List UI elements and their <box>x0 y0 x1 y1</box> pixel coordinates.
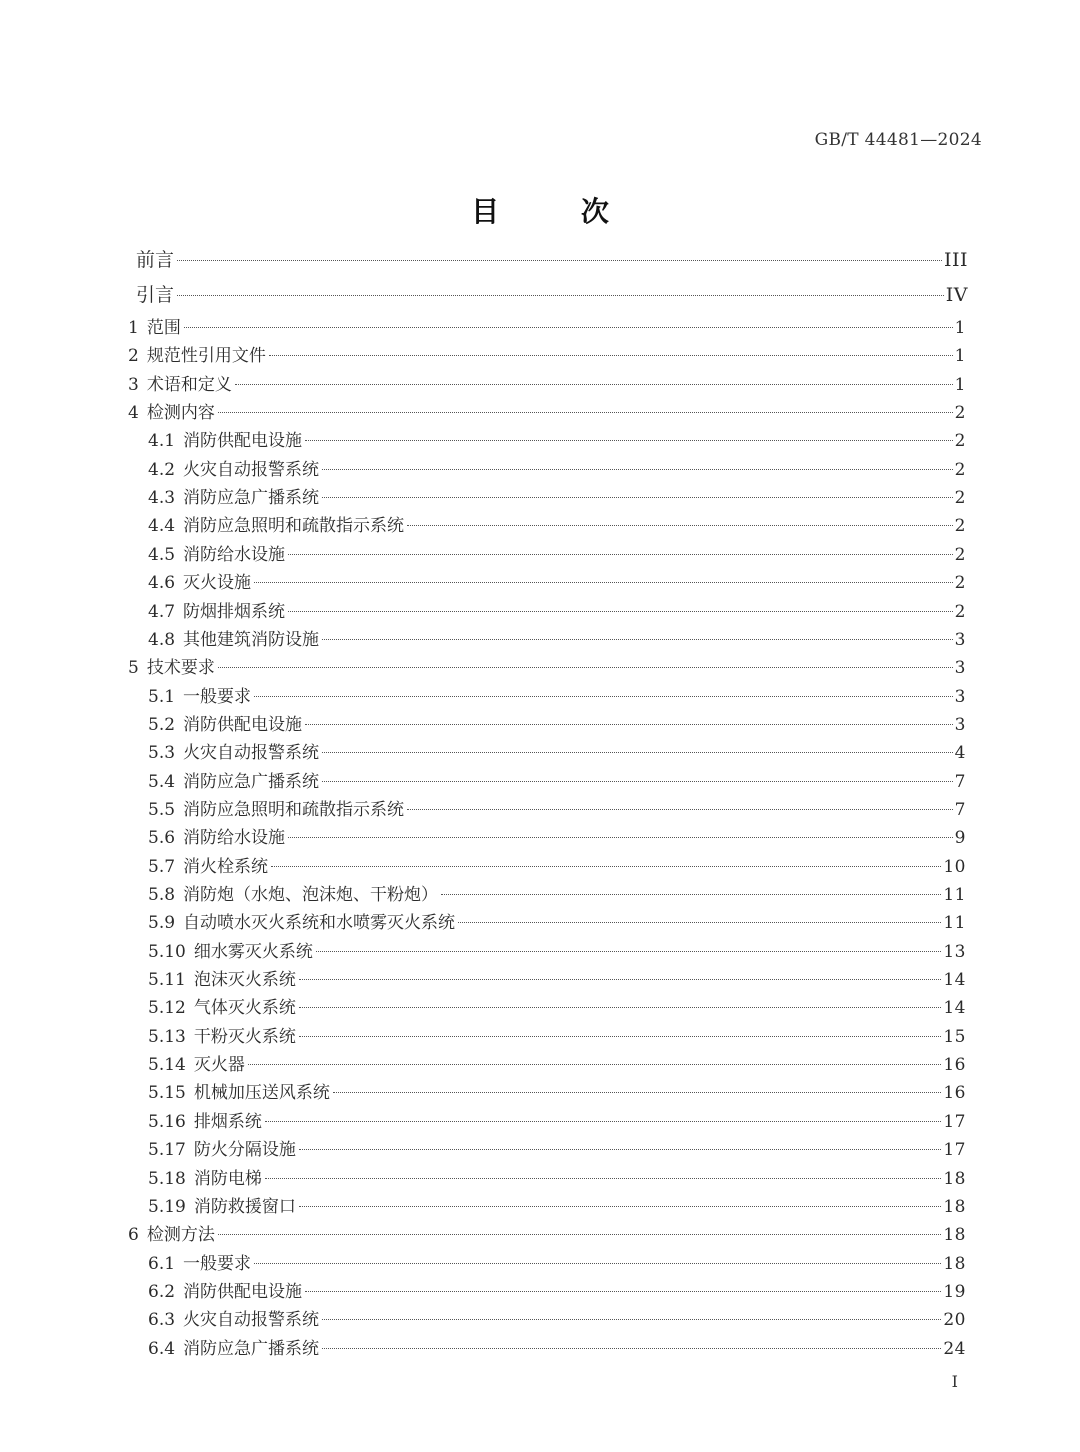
toc-entry[interactable] <box>148 1306 966 1334</box>
toc-entry[interactable] <box>148 1278 966 1306</box>
toc-entry-label <box>128 399 216 427</box>
toc-entry[interactable] <box>148 1250 966 1278</box>
toc-entry-page: 16 <box>943 1083 966 1104</box>
toc-entry-number: 5.8 <box>148 885 176 905</box>
toc-entry-label <box>136 244 175 276</box>
toc-entry-page: 18 <box>943 1196 966 1217</box>
toc-entry[interactable] <box>148 1079 966 1107</box>
dot-leader <box>177 295 944 296</box>
toc-entry-label <box>148 768 320 796</box>
toc-entry-number: 5.14 <box>148 1055 186 1076</box>
toc-entry-number: 5.16 <box>148 1111 186 1132</box>
toc-entry-title: 防火分隔设施 <box>193 1140 296 1161</box>
toc-entry-number: 5.6 <box>148 828 176 849</box>
toc-entry-number: 5.15 <box>148 1083 186 1104</box>
dot-leader <box>305 440 953 441</box>
toc-entry-page: 11 <box>943 885 966 905</box>
toc-entry-title: 消防供配电设施 <box>183 1281 303 1302</box>
toc-entry-title: 消火栓系统 <box>183 856 269 877</box>
toc-entry-page: 17 <box>943 1140 966 1161</box>
dot-leader <box>254 582 953 583</box>
toc-entry-label <box>148 938 314 966</box>
toc-entry-label <box>128 1221 216 1249</box>
dot-leader <box>407 809 953 810</box>
dot-leader <box>305 1291 941 1292</box>
toc-entry-label <box>148 1079 331 1107</box>
toc-entry-page: 1 <box>954 346 966 367</box>
toc-entry[interactable] <box>148 1165 966 1193</box>
toc-entry-label <box>148 1278 303 1306</box>
toc-entry[interactable] <box>128 342 966 370</box>
toc-entry[interactable] <box>148 909 966 937</box>
toc-entry[interactable] <box>148 484 966 512</box>
toc-entry[interactable] <box>136 279 968 311</box>
toc-entry[interactable] <box>148 456 966 484</box>
toc-entry-page: 4 <box>954 743 966 764</box>
toc-entry-label <box>148 484 320 512</box>
toc-entry-page: 3 <box>954 714 966 735</box>
toc-entry[interactable] <box>148 1335 966 1363</box>
toc-entry-page: 2 <box>954 544 966 565</box>
toc-entry[interactable] <box>128 371 966 399</box>
toc-entry-number: 5.19 <box>148 1196 186 1217</box>
toc-entry[interactable] <box>148 796 966 824</box>
dot-leader <box>322 1348 941 1349</box>
toc-entry-number: 5.10 <box>148 941 186 962</box>
toc-entry-label <box>128 371 233 399</box>
toc-entry-number: 5.2 <box>148 714 176 735</box>
toc-entry-number: 4.5 <box>148 544 176 565</box>
toc-entry-page: 14 <box>943 998 966 1019</box>
toc-entry-page: IV <box>945 284 968 306</box>
toc-entry[interactable] <box>148 1023 966 1051</box>
toc-entry-title: 检测方法 <box>146 1225 215 1246</box>
toc-entry-title: 一般要求 <box>183 1253 252 1274</box>
toc-entry-label <box>136 279 175 311</box>
toc-entry[interactable] <box>148 994 966 1022</box>
toc-entry-label <box>148 739 320 767</box>
toc-entry-number: 4.1 <box>148 431 176 452</box>
dot-leader <box>271 866 941 867</box>
toc-entry-label <box>148 1108 263 1136</box>
toc-entry-label <box>148 966 297 994</box>
toc-entry[interactable] <box>148 541 966 569</box>
dot-leader <box>288 554 953 555</box>
toc-entry-page: 17 <box>943 1111 966 1132</box>
toc-entry-number: 5 <box>128 658 139 679</box>
toc-entry-number: 4.7 <box>148 601 176 622</box>
dot-leader <box>254 1263 941 1264</box>
toc-entry-number: 3 <box>128 374 139 395</box>
toc-entry-label <box>148 824 286 852</box>
toc-entry-number: 5.11 <box>148 970 186 991</box>
toc-entry-page: 10 <box>943 856 966 877</box>
dot-leader <box>218 667 953 668</box>
toc-entry[interactable] <box>128 1221 966 1249</box>
toc-entry-label <box>148 541 286 569</box>
dot-leader <box>458 922 941 923</box>
dot-leader <box>322 639 953 640</box>
toc-entry-number: 5.4 <box>148 771 176 792</box>
toc-entry-number: 5.17 <box>148 1140 186 1161</box>
toc-entry-label <box>148 1136 297 1164</box>
toc-entry-page: 7 <box>954 799 966 820</box>
dot-leader <box>265 1121 942 1122</box>
toc-entry-label <box>148 1051 246 1079</box>
dot-leader <box>248 1064 942 1065</box>
toc-entry[interactable] <box>148 881 966 909</box>
toc-entry-title: 术语和定义 <box>146 374 232 395</box>
dot-leader <box>288 837 953 838</box>
toc-entry-page: 2 <box>954 601 966 622</box>
toc-entry-number: 4 <box>128 403 139 424</box>
toc-entry-page: 2 <box>954 459 966 480</box>
toc-entry-page: 11 <box>943 913 966 934</box>
toc-entry-number: 1 <box>128 318 139 338</box>
dot-leader <box>235 384 953 385</box>
toc-entry-label <box>148 711 303 739</box>
toc-entry-label <box>128 342 267 370</box>
toc-entry-title: 消防供配电设施 <box>183 431 303 452</box>
toc-entry-number: 5.1 <box>148 686 176 707</box>
dot-leader <box>441 894 941 895</box>
dot-leader <box>265 1178 942 1179</box>
standard-code: GB/T 44481—2024 <box>814 130 982 150</box>
toc-entry-title: 规范性引用文件 <box>146 346 266 367</box>
toc-entry-title: 前言 <box>136 249 175 271</box>
toc-entry-label <box>148 853 269 881</box>
toc-entry-label <box>148 456 320 484</box>
toc-entry[interactable] <box>148 683 966 711</box>
toc-entry-label <box>148 1250 252 1278</box>
toc-entry[interactable] <box>148 938 966 966</box>
toc-entry-page: 2 <box>954 403 966 424</box>
toc-entry-title: 火灾自动报警系统 <box>183 743 320 764</box>
toc-entry-label <box>128 314 182 342</box>
toc-entry-page: 3 <box>954 658 966 679</box>
toc-entry-title: 消防应急广播系统 <box>183 771 320 792</box>
toc-entry[interactable] <box>148 1193 966 1221</box>
toc-entry-label <box>148 881 439 909</box>
toc-entry-title: 消防给水设施 <box>183 828 286 849</box>
toc-entry-page: 18 <box>943 1225 966 1246</box>
toc-entry-number: 5.12 <box>148 998 186 1019</box>
toc-entry[interactable] <box>148 1051 966 1079</box>
toc-entry[interactable] <box>136 244 968 276</box>
toc-entry-label <box>148 598 286 626</box>
toc-entry[interactable] <box>128 654 966 682</box>
toc-entry-number: 6.4 <box>148 1338 176 1359</box>
toc-entry-page: 20 <box>943 1310 966 1331</box>
toc-entry-title: 泡沫灭火系统 <box>193 970 296 991</box>
toc-entry-number: 5.5 <box>148 799 176 820</box>
toc-entry[interactable] <box>128 314 966 342</box>
toc-entry-page: 1 <box>954 374 966 395</box>
toc-entry-label <box>148 1306 320 1334</box>
toc-entry-number: 5.13 <box>148 1026 186 1047</box>
toc-entry-page: 13 <box>943 941 966 962</box>
toc-entry-label <box>148 1193 297 1221</box>
toc-entry-number: 6.1 <box>148 1253 176 1274</box>
toc-entry-number: 5.9 <box>148 913 176 934</box>
toc-entry-number: 4.2 <box>148 459 176 480</box>
toc-entry-number: 5.7 <box>148 856 176 877</box>
page-number: I <box>951 1372 958 1391</box>
toc-entry-title: 防烟排烟系统 <box>183 601 286 622</box>
toc-entry[interactable] <box>148 966 966 994</box>
toc-entry-number: 6.2 <box>148 1281 176 1302</box>
toc-entry[interactable] <box>128 399 966 427</box>
toc-entry-page: 24 <box>943 1338 966 1359</box>
toc-entry-number: 4.8 <box>148 629 176 650</box>
dot-leader <box>333 1092 942 1093</box>
dot-leader <box>218 412 953 413</box>
toc-entry-title: 细水雾灭火系统 <box>193 941 313 962</box>
toc-entry-page: 3 <box>954 629 966 650</box>
toc-entry-title: 火灾自动报警系统 <box>183 459 320 480</box>
toc-entry-label <box>148 626 320 654</box>
toc-entry-number: 4.3 <box>148 488 176 509</box>
toc-entry-page: 1 <box>954 318 966 338</box>
toc-entry-title: 排烟系统 <box>193 1111 262 1132</box>
toc-entry-page: 16 <box>943 1055 966 1076</box>
toc-entry[interactable] <box>148 598 966 626</box>
toc-entry-page: 9 <box>954 828 966 849</box>
toc-entry-page: 19 <box>943 1281 966 1302</box>
toc-entry-label <box>148 909 456 937</box>
toc-entry-page: 2 <box>954 431 966 452</box>
toc-entry-number: 5.18 <box>148 1168 186 1189</box>
toc-entry-title: 消防应急照明和疏散指示系统 <box>183 516 405 537</box>
dot-leader <box>299 1206 942 1207</box>
dot-leader <box>305 724 953 725</box>
toc-entry-title: 技术要求 <box>146 658 215 679</box>
toc-entry-title: 一般要求 <box>183 686 252 707</box>
toc-entry[interactable] <box>148 1108 966 1136</box>
toc-entry-page: 15 <box>943 1026 966 1047</box>
toc-entry[interactable] <box>148 427 966 455</box>
toc-entry-title: 检测内容 <box>146 403 215 424</box>
toc-entry-title: 消防供配电设施 <box>183 714 303 735</box>
toc-entry-page: 2 <box>954 573 966 594</box>
dot-leader <box>269 355 953 356</box>
toc-entry-title: 气体灭火系统 <box>193 998 296 1019</box>
toc-entry-title: 灭火设施 <box>183 573 252 594</box>
toc-entry-label <box>148 1023 297 1051</box>
toc-entry[interactable] <box>148 853 966 881</box>
toc-entry-title: 火灾自动报警系统 <box>183 1310 320 1331</box>
toc-entry-title: 消防给水设施 <box>183 544 286 565</box>
dot-leader <box>322 497 953 498</box>
toc-entry-page: 3 <box>954 686 966 707</box>
toc-entry-page: 14 <box>943 970 966 991</box>
toc-entry-title: 其他建筑消防设施 <box>183 629 320 650</box>
toc-entry[interactable] <box>148 711 966 739</box>
toc-entry[interactable] <box>148 569 966 597</box>
dot-leader <box>288 611 953 612</box>
dot-leader <box>407 525 953 526</box>
toc-entry-number: 6.3 <box>148 1310 176 1331</box>
toc-entry-title: 引言 <box>136 284 175 306</box>
toc-entry-title: 消防电梯 <box>193 1168 262 1189</box>
dot-leader <box>322 469 953 470</box>
toc-entry[interactable] <box>148 1136 966 1164</box>
toc-entry-title: 范围 <box>146 318 181 338</box>
toc-entry-number: 4.6 <box>148 573 176 594</box>
toc-entry-label <box>128 654 216 682</box>
toc-entry[interactable] <box>148 768 966 796</box>
toc-entry-label <box>148 1335 320 1363</box>
toc-entry-title: 自动喷水灭火系统和水喷雾灭火系统 <box>183 913 456 934</box>
dot-leader <box>184 327 953 328</box>
toc-entry-number: 6 <box>128 1225 139 1246</box>
dot-leader <box>299 1007 942 1008</box>
toc-entry-title: 消防应急广播系统 <box>183 1338 320 1359</box>
toc-entry-number: 4.4 <box>148 516 176 537</box>
dot-leader <box>299 1036 942 1037</box>
toc-entry-title: 机械加压送风系统 <box>193 1083 330 1104</box>
toc-entry-label <box>148 427 303 455</box>
toc-entry-label <box>148 569 252 597</box>
toc-entry-label <box>148 796 405 824</box>
toc-entry-label <box>148 512 405 540</box>
toc-entry-number: 5.3 <box>148 743 176 764</box>
dot-leader <box>299 979 942 980</box>
dot-leader <box>254 696 953 697</box>
toc-entry-page: 18 <box>943 1253 966 1274</box>
toc-entry-title: 消防应急广播系统 <box>183 488 320 509</box>
dot-leader <box>299 1149 942 1150</box>
toc-entry-title: 灭火器 <box>193 1055 245 1076</box>
toc-entry-page: III <box>943 249 968 271</box>
toc-entry[interactable] <box>148 512 966 540</box>
toc-entry-label <box>148 994 297 1022</box>
toc-entry-page: 2 <box>954 488 966 509</box>
page-title: 目 次 <box>471 195 645 228</box>
dot-leader <box>218 1234 942 1235</box>
toc-entry[interactable] <box>148 626 966 654</box>
toc-entry-number: 2 <box>128 346 139 367</box>
toc-entry-title: 消防救援窗口 <box>193 1196 296 1217</box>
toc-entry[interactable] <box>148 824 966 852</box>
toc-entry-title: 消防应急照明和疏散指示系统 <box>183 799 405 820</box>
toc-entry-page: 2 <box>954 516 966 537</box>
toc-entry-title: 消防炮（水炮、泡沫炮、干粉炮） <box>183 885 439 905</box>
dot-leader <box>322 1319 941 1320</box>
toc-entry-label <box>148 1165 263 1193</box>
toc-entry-label <box>148 683 252 711</box>
toc-entry-page: 7 <box>954 771 966 792</box>
dot-leader <box>177 260 942 261</box>
toc-entry-title: 干粉灭火系统 <box>193 1026 296 1047</box>
dot-leader <box>316 951 942 952</box>
dot-leader <box>322 781 953 782</box>
toc-entry-page: 18 <box>943 1168 966 1189</box>
toc-entry[interactable] <box>148 739 966 767</box>
dot-leader <box>322 752 953 753</box>
